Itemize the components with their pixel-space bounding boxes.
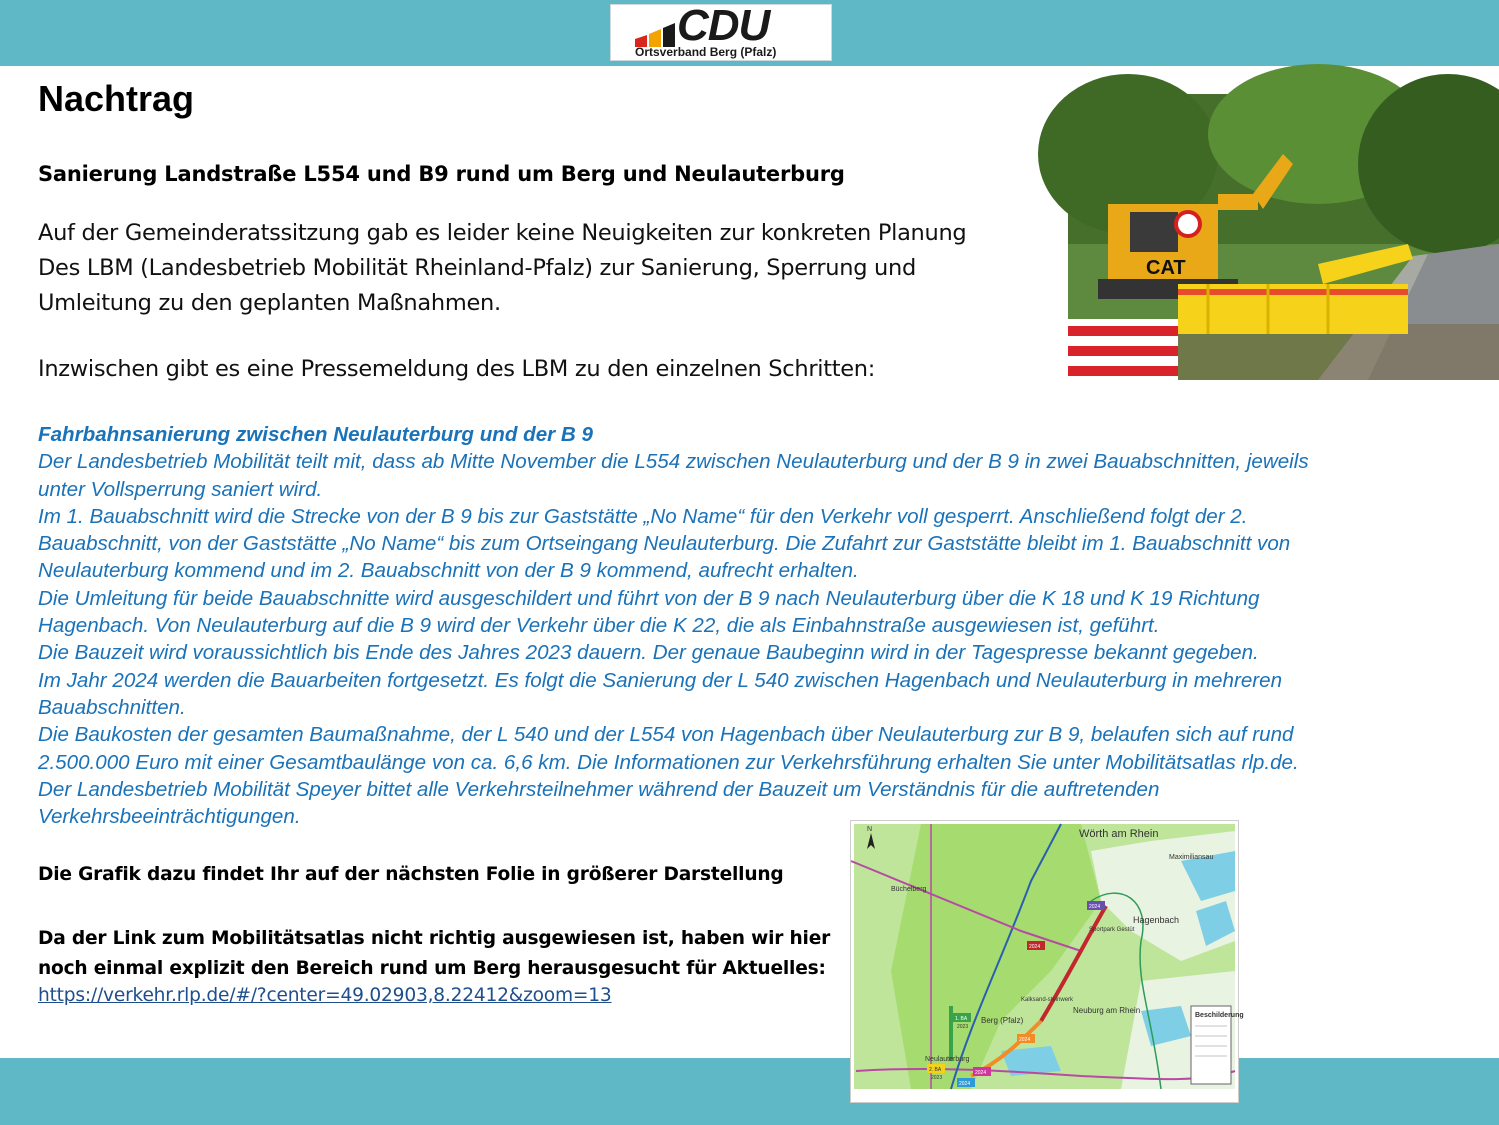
bottom-banner — [0, 1058, 1499, 1125]
press-line: 2.500.000 Euro mit einer Gesamtbaulänge von ca. 6,6 km. Die Informationen zur Verkehrsführung erhalten Sie unter Mobilitätsatlas rlp.de. — [38, 750, 1299, 774]
map-badge: 2023 — [957, 1024, 969, 1030]
map-place-label: Neuburg am Rhein — [1073, 1006, 1141, 1015]
map-legend-title: Beschilderung — [1195, 1012, 1244, 1019]
map-badge: 2024 — [959, 1081, 971, 1087]
map-badge: 2024 — [1089, 904, 1101, 910]
press-line: unter Vollsperrung saniert wird. — [38, 477, 323, 501]
logo-brand: CDU — [677, 1, 770, 50]
map-badge: 2. BA — [929, 1067, 942, 1073]
map-place-label: Hagenbach — [1133, 915, 1180, 925]
press-line: Die Umleitung für beide Bauabschnitte wird ausgeschildert und führt von der B 9 nach Neulauterburg über die K 18 und K 19 Richtung — [38, 586, 1260, 610]
map-badge: 2024 — [1019, 1037, 1031, 1043]
graphic-note: Die Grafik dazu findet Ihr auf der nächsten Folie in größerer Darstellung — [38, 864, 784, 885]
map-place-label: Kalksand-steinwerk — [1021, 997, 1074, 1003]
press-line: Die Baukosten der gesamten Baumaßnahme, der L 540 und der L554 von Hagenbach über Neulauterburg zur B 9, belaufen sich auf rund — [38, 723, 1294, 747]
press-line: Der Landesbetrieb Mobilität Speyer bittet alle Verkehrsteilnehmer während der Bauzeit um Verständnis für die auftretenden — [38, 777, 1160, 801]
press-line: Der Landesbetrieb Mobilität teilt mit, dass ab Mitte November die L554 zwischen Neulauterburg und der B 9 in zwei Bauabschnitten, jeweils — [38, 450, 1309, 474]
map-north-label: N — [867, 826, 873, 833]
photo-cat-label: CAT — [1146, 257, 1186, 279]
press-line: Die Bauzeit wird voraussichtlich bis Ende des Jahres 2023 dauern. Der genaue Baubeginn wird in der Tagespresse bekannt gegeben. — [38, 641, 1259, 665]
map-badge: 2024 — [975, 1070, 987, 1076]
press-line: Bauabschnitten. — [38, 695, 186, 719]
press-heading: Fahrbahnsanierung zwischen Neulauterburg und der B 9 — [38, 423, 593, 446]
page-title: Nachtrag — [38, 78, 195, 119]
intro-paragraph — [38, 216, 1048, 321]
logo-subline: Ortsverband Berg (Pfalz) — [635, 45, 777, 59]
link-note-line: Da der Link zum Mobilitätsatlas nicht richtig ausgewiesen ist, haben wir hier — [38, 928, 831, 949]
map-badge: 2023 — [931, 1075, 943, 1081]
route-map — [850, 820, 1244, 1103]
map-place-label: Sportpark Gestüt — [1089, 927, 1135, 933]
map-place-label: Berg (Pfalz) — [981, 1016, 1024, 1025]
logo-bars-icon — [635, 15, 675, 47]
map-place-label: Maximiliansau — [1169, 854, 1214, 861]
link-note — [38, 924, 848, 984]
route-map-graphic — [851, 821, 1244, 1102]
press-line: Neulauterburg kommend und im 2. Bauabschnitt von der B 9 kommend, aufrecht erhalten. — [38, 559, 859, 583]
map-badge: 1. BA — [955, 1016, 968, 1022]
mobility-atlas-link[interactable]: https://verkehr.rlp.de/#/?center=49.02903,8.22412&zoom=13 — [38, 985, 612, 1006]
page-subtitle: Sanierung Landstraße L554 und B9 rund um Berg und Neulauterburg — [38, 162, 845, 186]
press-line: Bauabschnitt, von der Gaststätte „No Name“ bis zum Ortseingang Neulauterburg. Die Zufahrt zur Gaststätte bleibt im 1. Bauabschnitt von — [38, 532, 1291, 556]
intro-line: Auf der Gemeinderatssitzung gab es leider keine Neuigkeiten zur konkreten Planung — [38, 220, 967, 246]
map-place-label: Wörth am Rhein — [1079, 828, 1159, 840]
press-line: Im 1. Bauabschnitt wird die Strecke von der B 9 bis zur Gaststätte „No Name“ für den Verkehr voll gesperrt. Anschließend folgt der 2. — [38, 504, 1248, 528]
map-badge: 2024 — [1029, 944, 1041, 950]
red-white-barrier — [1068, 319, 1178, 380]
intro-press-lead: Inzwischen gibt es eine Pressemeldung des LBM zu den einzelnen Schritten: — [38, 356, 876, 382]
link-note-line: noch einmal explizit den Bereich rund um Berg herausgesucht für Aktuelles: — [38, 958, 826, 979]
press-line: Verkehrsbeeinträchtigungen. — [38, 805, 301, 829]
map-place-label: Neulauterburg — [925, 1056, 970, 1063]
press-line: Hagenbach. Von Neulauterburg auf die B 9 wird der Verkehr über die K 22, die als Einbahnstraße ausgewiesen ist, geführt. — [38, 614, 1160, 638]
map-place-label: Büchelberg — [891, 886, 927, 893]
press-line: Im Jahr 2024 werden die Bauarbeiten fortgesetzt. Es folgt die Sanierung der L 540 zwischen Hagenbach und Neulauterburg in mehreren — [38, 668, 1283, 692]
intro-line: Des LBM (Landesbetrieb Mobilität Rheinland-Pfalz) zur Sanierung, Sperrung und — [38, 255, 916, 281]
press-release — [38, 421, 1468, 830]
cdu-logo — [610, 1, 832, 61]
intro-line: Umleitung zu den geplanten Maßnahmen. — [38, 290, 501, 316]
construction-photo — [1068, 94, 1499, 380]
